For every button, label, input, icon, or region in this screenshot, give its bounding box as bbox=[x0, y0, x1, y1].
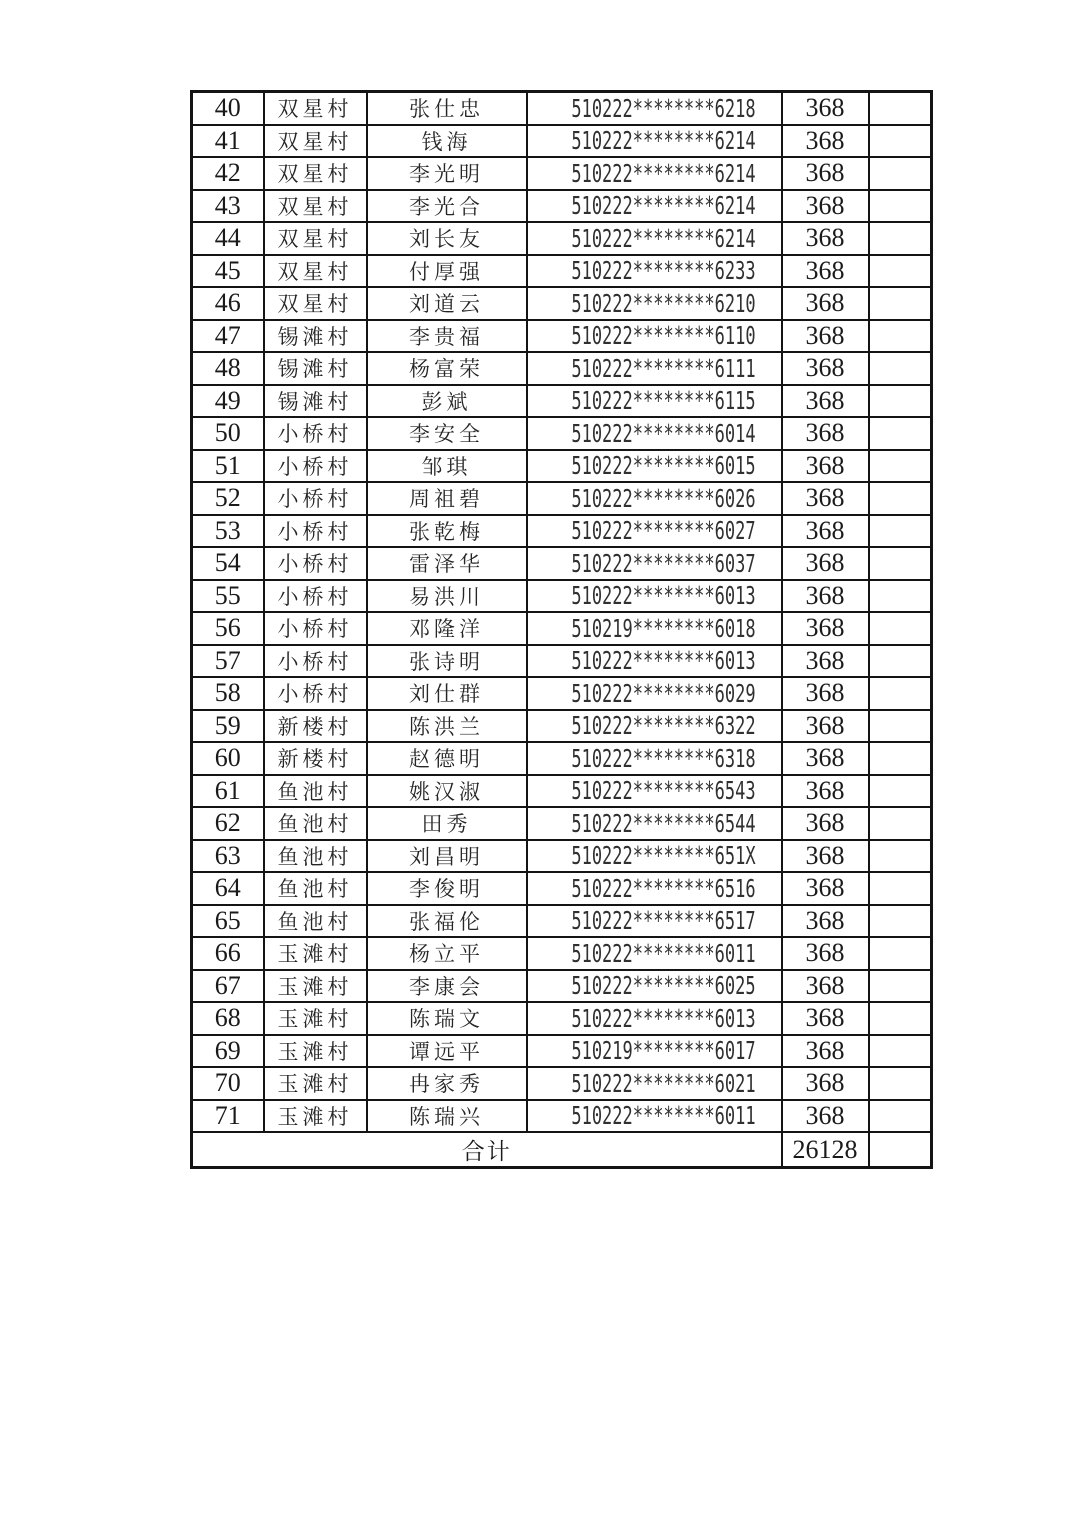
amount-cell: 368 bbox=[782, 352, 869, 385]
village-cell: 鱼池村 bbox=[264, 807, 367, 840]
note-blank-cell bbox=[869, 417, 932, 450]
masked-id-text: 510222********6011 bbox=[570, 938, 756, 968]
table-row bbox=[192, 1002, 932, 1035]
id-number-cell bbox=[527, 807, 782, 840]
amount-cell: 368 bbox=[782, 547, 869, 580]
id-number-cell bbox=[527, 482, 782, 515]
row-number-cell: 59 bbox=[192, 710, 264, 743]
masked-id-text: 510222********6233 bbox=[570, 256, 756, 286]
table-row bbox=[192, 1100, 932, 1133]
id-number-cell bbox=[527, 905, 782, 938]
village-cell: 小桥村 bbox=[264, 417, 367, 450]
name-cell: 彭斌 bbox=[367, 385, 527, 418]
table-row bbox=[192, 352, 932, 385]
table-row bbox=[192, 190, 932, 223]
amount-cell: 368 bbox=[782, 1002, 869, 1035]
table-row bbox=[192, 255, 932, 288]
row-number-cell: 68 bbox=[192, 1002, 264, 1035]
masked-id-text: 510222********6011 bbox=[570, 1101, 756, 1131]
village-cell: 双星村 bbox=[264, 125, 367, 158]
table-row bbox=[192, 840, 932, 873]
amount-cell: 368 bbox=[782, 612, 869, 645]
amount-cell: 368 bbox=[782, 645, 869, 678]
table-row bbox=[192, 645, 932, 678]
amount-cell: 368 bbox=[782, 385, 869, 418]
amount-cell: 368 bbox=[782, 905, 869, 938]
masked-id-text: 510222********6026 bbox=[570, 483, 756, 513]
masked-id-text: 510222********6218 bbox=[570, 93, 756, 123]
id-number-cell bbox=[527, 417, 782, 450]
amount-cell: 368 bbox=[782, 970, 869, 1003]
id-number-cell bbox=[527, 612, 782, 645]
name-cell: 张仕忠 bbox=[367, 92, 527, 125]
amount-cell: 368 bbox=[782, 677, 869, 710]
name-cell: 姚汉淑 bbox=[367, 775, 527, 808]
row-number-cell: 67 bbox=[192, 970, 264, 1003]
table-body bbox=[192, 92, 932, 1168]
amount-cell: 368 bbox=[782, 872, 869, 905]
table-row bbox=[192, 385, 932, 418]
note-blank-cell bbox=[869, 807, 932, 840]
name-cell: 陈洪兰 bbox=[367, 710, 527, 743]
name-cell: 李康会 bbox=[367, 970, 527, 1003]
total-amount-cell: 26128 bbox=[782, 1132, 869, 1168]
village-cell: 锡滩村 bbox=[264, 320, 367, 353]
village-cell: 新楼村 bbox=[264, 742, 367, 775]
row-number-cell: 47 bbox=[192, 320, 264, 353]
id-number-cell bbox=[527, 580, 782, 613]
table-row bbox=[192, 612, 932, 645]
id-number-cell bbox=[527, 190, 782, 223]
table-row bbox=[192, 157, 932, 190]
id-number-cell bbox=[527, 255, 782, 288]
name-cell: 李俊明 bbox=[367, 872, 527, 905]
row-number-cell: 63 bbox=[192, 840, 264, 873]
id-number-cell bbox=[527, 1002, 782, 1035]
name-cell: 李光明 bbox=[367, 157, 527, 190]
table-row bbox=[192, 1035, 932, 1068]
row-number-cell: 55 bbox=[192, 580, 264, 613]
id-number-cell bbox=[527, 710, 782, 743]
amount-cell: 368 bbox=[782, 125, 869, 158]
table-row bbox=[192, 1067, 932, 1100]
table-row bbox=[192, 222, 932, 255]
name-cell: 冉家秀 bbox=[367, 1067, 527, 1100]
amount-cell: 368 bbox=[782, 450, 869, 483]
amount-cell: 368 bbox=[782, 222, 869, 255]
note-blank-cell bbox=[869, 1035, 932, 1068]
id-number-cell bbox=[527, 352, 782, 385]
name-cell: 张乾梅 bbox=[367, 515, 527, 548]
row-number-cell: 52 bbox=[192, 482, 264, 515]
table-row bbox=[192, 417, 932, 450]
masked-id-text: 510222********6322 bbox=[570, 711, 756, 741]
table-row bbox=[192, 872, 932, 905]
note-blank-cell bbox=[869, 190, 932, 223]
village-cell: 双星村 bbox=[264, 190, 367, 223]
masked-id-text: 510222********6543 bbox=[570, 776, 756, 806]
amount-cell: 368 bbox=[782, 937, 869, 970]
note-blank-cell bbox=[869, 320, 932, 353]
id-number-cell bbox=[527, 970, 782, 1003]
row-number-cell: 48 bbox=[192, 352, 264, 385]
table-row bbox=[192, 807, 932, 840]
id-number-cell bbox=[527, 222, 782, 255]
note-blank-cell bbox=[869, 612, 932, 645]
id-number-cell bbox=[527, 320, 782, 353]
village-cell: 小桥村 bbox=[264, 612, 367, 645]
village-cell: 小桥村 bbox=[264, 450, 367, 483]
id-number-cell bbox=[527, 937, 782, 970]
name-cell: 刘长友 bbox=[367, 222, 527, 255]
name-cell: 付厚强 bbox=[367, 255, 527, 288]
masked-id-text: 510222********6025 bbox=[570, 971, 756, 1001]
table-row bbox=[192, 92, 932, 125]
amount-cell: 368 bbox=[782, 1035, 869, 1068]
village-cell: 新楼村 bbox=[264, 710, 367, 743]
table-row bbox=[192, 970, 932, 1003]
note-blank-cell bbox=[869, 515, 932, 548]
village-cell: 鱼池村 bbox=[264, 775, 367, 808]
note-blank-cell bbox=[869, 287, 932, 320]
name-cell: 张诗明 bbox=[367, 645, 527, 678]
amount-cell: 368 bbox=[782, 320, 869, 353]
village-cell: 小桥村 bbox=[264, 482, 367, 515]
amount-cell: 368 bbox=[782, 157, 869, 190]
name-cell: 邹琪 bbox=[367, 450, 527, 483]
name-cell: 李贵福 bbox=[367, 320, 527, 353]
row-number-cell: 61 bbox=[192, 775, 264, 808]
amount-cell: 368 bbox=[782, 190, 869, 223]
masked-id-text: 510222********6013 bbox=[570, 646, 756, 676]
row-number-cell: 50 bbox=[192, 417, 264, 450]
note-blank-cell bbox=[869, 352, 932, 385]
id-number-cell bbox=[527, 125, 782, 158]
row-number-cell: 69 bbox=[192, 1035, 264, 1068]
row-number-cell: 64 bbox=[192, 872, 264, 905]
amount-cell: 368 bbox=[782, 580, 869, 613]
id-number-cell bbox=[527, 742, 782, 775]
table-row bbox=[192, 482, 932, 515]
masked-id-text: 510222********6111 bbox=[570, 353, 756, 383]
amount-cell: 368 bbox=[782, 417, 869, 450]
id-number-cell bbox=[527, 1067, 782, 1100]
village-cell: 鱼池村 bbox=[264, 905, 367, 938]
masked-id-text: 510222********6021 bbox=[570, 1068, 756, 1098]
id-number-cell bbox=[527, 1035, 782, 1068]
table-row bbox=[192, 580, 932, 613]
village-cell: 小桥村 bbox=[264, 580, 367, 613]
table-row bbox=[192, 125, 932, 158]
name-cell: 陈瑞兴 bbox=[367, 1100, 527, 1133]
village-cell: 小桥村 bbox=[264, 547, 367, 580]
note-blank-cell bbox=[869, 905, 932, 938]
row-number-cell: 70 bbox=[192, 1067, 264, 1100]
note-blank-cell bbox=[869, 775, 932, 808]
id-number-cell bbox=[527, 515, 782, 548]
table-row bbox=[192, 320, 932, 353]
note-blank-cell bbox=[869, 580, 932, 613]
id-number-cell bbox=[527, 840, 782, 873]
id-number-cell bbox=[527, 547, 782, 580]
note-blank-cell bbox=[869, 872, 932, 905]
id-number-cell bbox=[527, 872, 782, 905]
row-number-cell: 60 bbox=[192, 742, 264, 775]
row-number-cell: 40 bbox=[192, 92, 264, 125]
masked-id-text: 510222********6013 bbox=[570, 581, 756, 611]
note-blank-cell bbox=[869, 222, 932, 255]
note-blank-cell bbox=[869, 1067, 932, 1100]
masked-id-text: 510219********6018 bbox=[570, 613, 756, 643]
row-number-cell: 51 bbox=[192, 450, 264, 483]
name-cell: 周祖碧 bbox=[367, 482, 527, 515]
amount-cell: 368 bbox=[782, 1067, 869, 1100]
table-row bbox=[192, 775, 932, 808]
row-number-cell: 56 bbox=[192, 612, 264, 645]
village-cell: 双星村 bbox=[264, 92, 367, 125]
amount-cell: 368 bbox=[782, 255, 869, 288]
table-row bbox=[192, 450, 932, 483]
id-number-cell bbox=[527, 645, 782, 678]
masked-id-text: 510222********6013 bbox=[570, 1003, 756, 1033]
table-row bbox=[192, 677, 932, 710]
amount-cell: 368 bbox=[782, 92, 869, 125]
id-number-cell bbox=[527, 450, 782, 483]
row-number-cell: 42 bbox=[192, 157, 264, 190]
masked-id-text: 510219********6017 bbox=[570, 1036, 756, 1066]
total-label-cell: 合计 bbox=[192, 1132, 782, 1168]
note-blank-cell bbox=[869, 385, 932, 418]
village-cell: 鱼池村 bbox=[264, 872, 367, 905]
amount-cell: 368 bbox=[782, 710, 869, 743]
village-cell: 玉滩村 bbox=[264, 1100, 367, 1133]
note-blank-cell bbox=[869, 482, 932, 515]
id-number-cell bbox=[527, 385, 782, 418]
row-number-cell: 41 bbox=[192, 125, 264, 158]
village-cell: 小桥村 bbox=[264, 515, 367, 548]
row-number-cell: 45 bbox=[192, 255, 264, 288]
masked-id-text: 510222********6014 bbox=[570, 418, 756, 448]
table-row bbox=[192, 905, 932, 938]
note-blank-cell bbox=[869, 840, 932, 873]
name-cell: 李光合 bbox=[367, 190, 527, 223]
masked-id-text: 510222********6029 bbox=[570, 678, 756, 708]
amount-cell: 368 bbox=[782, 1100, 869, 1133]
note-blank-cell bbox=[869, 645, 932, 678]
village-cell: 鱼池村 bbox=[264, 840, 367, 873]
row-number-cell: 46 bbox=[192, 287, 264, 320]
masked-id-text: 510222********651X bbox=[570, 841, 756, 871]
id-number-cell bbox=[527, 677, 782, 710]
village-cell: 玉滩村 bbox=[264, 1002, 367, 1035]
masked-id-text: 510222********6015 bbox=[570, 451, 756, 481]
note-blank-cell bbox=[869, 547, 932, 580]
masked-id-text: 510222********6214 bbox=[570, 223, 756, 253]
masked-id-text: 510222********6115 bbox=[570, 386, 756, 416]
masked-id-text: 510222********6214 bbox=[570, 191, 756, 221]
row-number-cell: 54 bbox=[192, 547, 264, 580]
note-blank-cell bbox=[869, 125, 932, 158]
note-blank-cell bbox=[869, 937, 932, 970]
row-number-cell: 62 bbox=[192, 807, 264, 840]
row-number-cell: 65 bbox=[192, 905, 264, 938]
row-number-cell: 57 bbox=[192, 645, 264, 678]
village-cell: 玉滩村 bbox=[264, 937, 367, 970]
name-cell: 雷泽华 bbox=[367, 547, 527, 580]
note-blank-cell bbox=[869, 970, 932, 1003]
masked-id-text: 510222********6110 bbox=[570, 321, 756, 351]
name-cell: 谭远平 bbox=[367, 1035, 527, 1068]
note-blank-cell bbox=[869, 1100, 932, 1133]
masked-id-text: 510222********6027 bbox=[570, 516, 756, 546]
name-cell: 陈瑞文 bbox=[367, 1002, 527, 1035]
row-number-cell: 44 bbox=[192, 222, 264, 255]
table-row bbox=[192, 937, 932, 970]
id-number-cell bbox=[527, 157, 782, 190]
masked-id-text: 510222********6544 bbox=[570, 808, 756, 838]
masked-id-text: 510222********6210 bbox=[570, 288, 756, 318]
amount-cell: 368 bbox=[782, 840, 869, 873]
id-number-cell bbox=[527, 775, 782, 808]
masked-id-text: 510222********6516 bbox=[570, 873, 756, 903]
name-cell: 田秀 bbox=[367, 807, 527, 840]
amount-cell: 368 bbox=[782, 482, 869, 515]
note-blank-cell bbox=[869, 742, 932, 775]
row-number-cell: 66 bbox=[192, 937, 264, 970]
name-cell: 邓隆洋 bbox=[367, 612, 527, 645]
masked-id-text: 510222********6517 bbox=[570, 906, 756, 936]
village-cell: 玉滩村 bbox=[264, 1035, 367, 1068]
table-row bbox=[192, 547, 932, 580]
note-blank-cell bbox=[869, 450, 932, 483]
masked-id-text: 510222********6318 bbox=[570, 743, 756, 773]
name-cell: 刘昌明 bbox=[367, 840, 527, 873]
id-number-cell bbox=[527, 92, 782, 125]
note-blank-cell bbox=[869, 1002, 932, 1035]
table-row bbox=[192, 710, 932, 743]
masked-id-text: 510222********6037 bbox=[570, 548, 756, 578]
name-cell: 杨立平 bbox=[367, 937, 527, 970]
id-number-cell bbox=[527, 287, 782, 320]
masked-id-text: 510222********6214 bbox=[570, 158, 756, 188]
note-blank-cell bbox=[869, 710, 932, 743]
name-cell: 李安全 bbox=[367, 417, 527, 450]
total-row bbox=[192, 1132, 932, 1168]
masked-id-text: 510222********6214 bbox=[570, 126, 756, 156]
village-cell: 双星村 bbox=[264, 287, 367, 320]
name-cell: 刘仕群 bbox=[367, 677, 527, 710]
name-cell: 刘道云 bbox=[367, 287, 527, 320]
table-row bbox=[192, 515, 932, 548]
name-cell: 钱海 bbox=[367, 125, 527, 158]
note-blank-cell bbox=[869, 677, 932, 710]
id-number-cell bbox=[527, 1100, 782, 1133]
name-cell: 张福伦 bbox=[367, 905, 527, 938]
name-cell: 易洪川 bbox=[367, 580, 527, 613]
row-number-cell: 49 bbox=[192, 385, 264, 418]
village-cell: 小桥村 bbox=[264, 677, 367, 710]
note-blank-cell bbox=[869, 157, 932, 190]
row-number-cell: 53 bbox=[192, 515, 264, 548]
total-blank-cell bbox=[869, 1132, 932, 1168]
amount-cell: 368 bbox=[782, 807, 869, 840]
village-cell: 玉滩村 bbox=[264, 970, 367, 1003]
village-cell: 双星村 bbox=[264, 222, 367, 255]
name-cell: 杨富荣 bbox=[367, 352, 527, 385]
village-cell: 玉滩村 bbox=[264, 1067, 367, 1100]
village-cell: 锡滩村 bbox=[264, 352, 367, 385]
row-number-cell: 43 bbox=[192, 190, 264, 223]
row-number-cell: 71 bbox=[192, 1100, 264, 1133]
amount-cell: 368 bbox=[782, 287, 869, 320]
note-blank-cell bbox=[869, 92, 932, 125]
payment-roster-table bbox=[190, 90, 933, 1169]
amount-cell: 368 bbox=[782, 515, 869, 548]
table-row bbox=[192, 742, 932, 775]
amount-cell: 368 bbox=[782, 742, 869, 775]
village-cell: 锡滩村 bbox=[264, 385, 367, 418]
village-cell: 双星村 bbox=[264, 157, 367, 190]
village-cell: 双星村 bbox=[264, 255, 367, 288]
table-row bbox=[192, 287, 932, 320]
note-blank-cell bbox=[869, 255, 932, 288]
row-number-cell: 58 bbox=[192, 677, 264, 710]
name-cell: 赵德明 bbox=[367, 742, 527, 775]
amount-cell: 368 bbox=[782, 775, 869, 808]
village-cell: 小桥村 bbox=[264, 645, 367, 678]
